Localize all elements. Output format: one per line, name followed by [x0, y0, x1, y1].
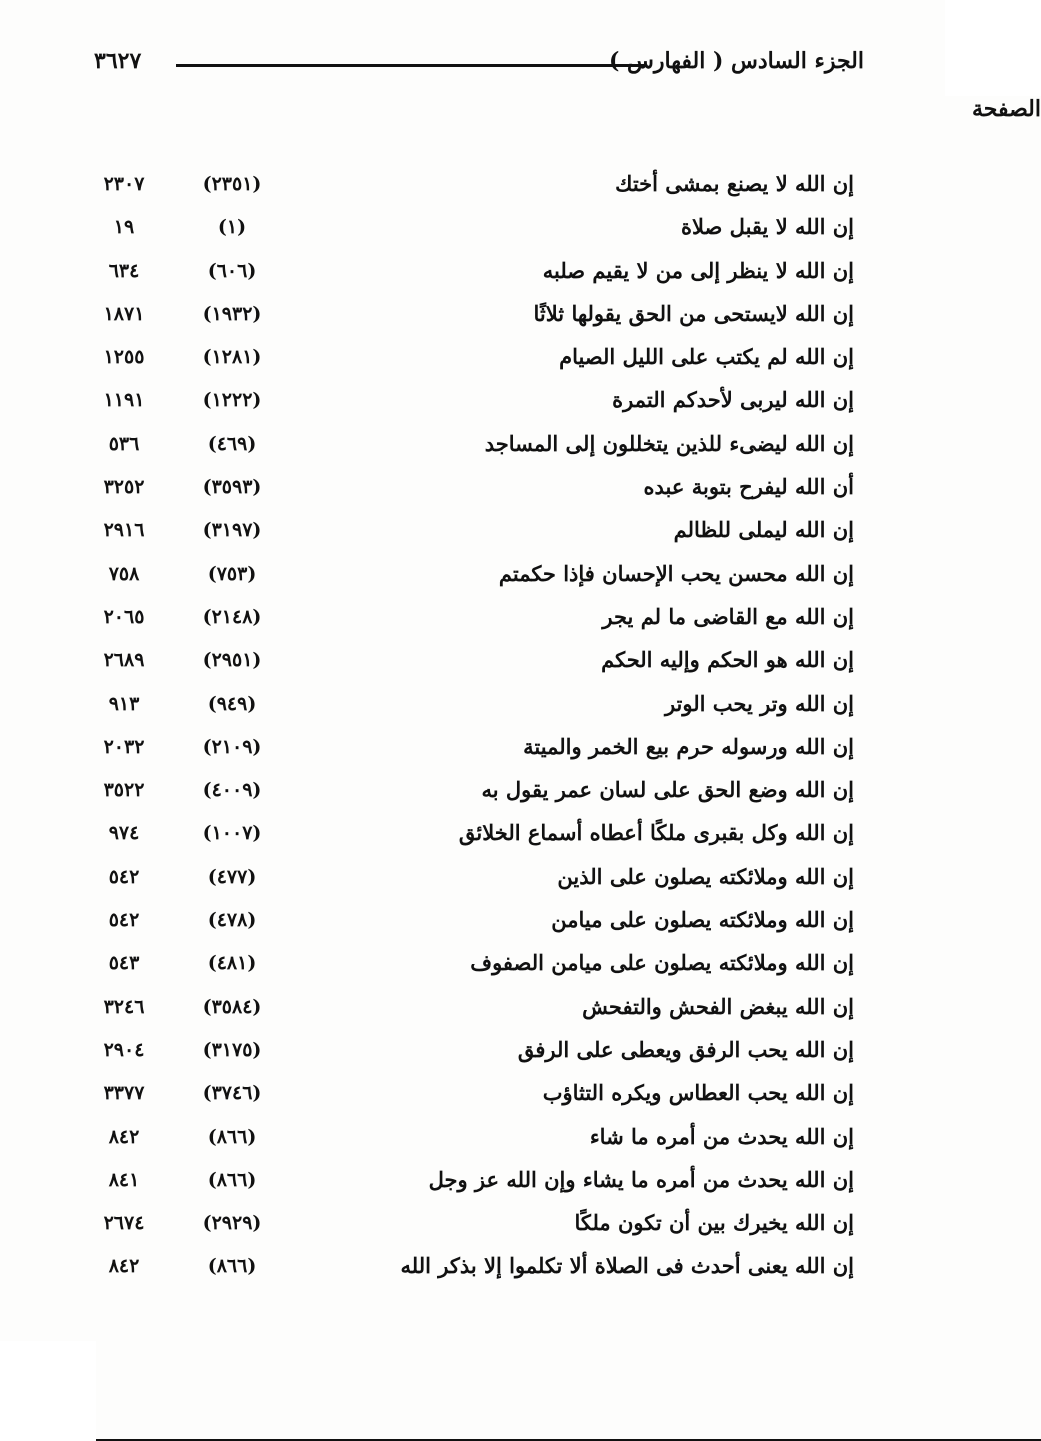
hadith-number: (٧٥٣): [207, 562, 257, 585]
running-title: الجزء السادس ( الفهارس ): [608, 48, 864, 74]
hadith-text: إن الله ورسوله حرم بيع الخمر والميتة: [523, 733, 854, 759]
header-rule: [176, 64, 644, 67]
page-reference: ٥٤٢: [108, 909, 140, 932]
hadith-text: إن الله لا يقبل صلاة: [681, 214, 854, 240]
page-reference: ٨٤٢: [108, 1255, 140, 1278]
running-header: [84, 44, 864, 80]
hadith-number: (٢٩٥١): [202, 649, 262, 672]
column-header-page: الصفحة: [96, 96, 1041, 1441]
page-reference: ٣٢٤٦: [103, 995, 145, 1018]
hadith-text: إن الله يحدث من أمره ما يشاء وإن الله عز وجل: [428, 1166, 854, 1192]
hadith-number: (٢١٤٨): [202, 605, 262, 628]
page-reference: ٣٣٧٧: [103, 1082, 145, 1105]
page-reference: ٣٢٥٢: [103, 476, 145, 499]
hadith-number: (٤٠٠٩): [202, 779, 262, 802]
index-entry: [84, 988, 864, 1031]
hadith-number: (٨٦٦): [207, 1168, 257, 1191]
page-reference: ١٢٥٥: [103, 346, 145, 369]
hadith-text: إن الله محسن يحب الإحسان فإذا حكمتم: [498, 560, 854, 586]
hadith-number: (٨٦٦): [207, 1125, 257, 1148]
index-entry: [84, 1074, 864, 1117]
page-reference: ٧٥٨: [108, 562, 140, 585]
index-entries: [84, 165, 864, 1291]
hadith-text: إن الله ليضىء للذين يتخللون إلى المساجد: [484, 430, 854, 456]
index-entry: [84, 338, 864, 381]
hadith-text: إن الله هو الحكم وإليه الحكم: [601, 647, 854, 673]
hadith-number: (٣١٧٥): [202, 1038, 262, 1061]
page-reference: ٢٦٨٩: [103, 649, 145, 672]
index-entry: [84, 468, 864, 511]
page-reference: ٣٥٢٢: [103, 779, 145, 802]
hadith-text: إن الله يحدث من أمره ما شاء: [589, 1123, 854, 1149]
page-reference: ٢٩١٦: [103, 519, 145, 542]
page-reference: ٥٤٢: [108, 865, 140, 888]
hadith-text: إن الله وضع الحق على لسان عمر يقول به: [481, 777, 854, 803]
hadith-number: (٣٧٤٦): [202, 1082, 262, 1105]
index-entry: [84, 814, 864, 857]
index-entry: [84, 1161, 864, 1204]
hadith-number: (٤٧٧): [207, 865, 257, 888]
page-reference: ٦٣٤: [108, 259, 140, 282]
hadith-text: إن الله لا يصنع بمشى أختك: [615, 171, 854, 196]
index-entry: [84, 858, 864, 901]
page-reference: ٥٣٦: [108, 432, 140, 455]
hadith-text: إن الله وتر يحب الوتر: [664, 690, 854, 716]
hadith-text: إن الله مع القاضى ما لم يجر: [602, 603, 854, 629]
hadith-number: (٨٦٦): [207, 1255, 257, 1278]
hadith-text: أن الله ليفرح بتوبة عبده: [643, 474, 854, 500]
index-entry: [84, 425, 864, 468]
index-entry: [84, 208, 864, 251]
hadith-number: (٢٣٥١): [202, 173, 262, 195]
page-reference: ٢٠٦٥: [103, 605, 145, 628]
hadith-number: (٦٠٦): [207, 259, 257, 282]
index-entry: [84, 901, 864, 944]
hadith-text: إن الله يحب الرفق ويعطى على الرفق: [517, 1036, 854, 1062]
index-entry: [84, 598, 864, 641]
hadith-text: إن الله يعنى أحدث فى الصلاة ألا تكلموا إلا بذكر الله: [400, 1253, 854, 1279]
page-reference: ٢٣٠٧: [103, 173, 145, 195]
hadith-number: (٤٧٨): [207, 909, 257, 932]
page-reference: ٨٤٢: [108, 1125, 140, 1148]
page-number: ٣٦٢٧: [94, 48, 142, 74]
hadith-number: (٣١٩٧): [202, 519, 262, 542]
page-reference: ١١٩١: [103, 389, 145, 412]
hadith-text: إن الله يحب العطاس ويكره التثاؤب: [542, 1080, 854, 1106]
column-headers: [84, 96, 1041, 136]
page-reference: ٨٤١: [108, 1168, 140, 1191]
index-entry: [84, 1031, 864, 1074]
hadith-number: (٢٩٢٩): [202, 1212, 262, 1235]
hadith-text: إن الله يخيرك بين أن تكون ملكًا: [574, 1210, 854, 1236]
hadith-number: (١٠٠٧): [202, 822, 262, 845]
index-entry: [84, 685, 864, 728]
index-entry: [84, 1118, 864, 1161]
page-reference: ٢٠٣٢: [103, 735, 145, 758]
index-entry: [84, 771, 864, 814]
hadith-text: إن الله ليربى لأحدكم التمرة: [612, 387, 854, 413]
index-entry: [84, 555, 864, 598]
index-entry: [84, 1204, 864, 1247]
hadith-number: (٤٨١): [207, 952, 257, 975]
hadith-number: (٣٥٨٤): [202, 995, 262, 1018]
page-reference: ٢٩٠٤: [103, 1038, 145, 1061]
hadith-text: إن الله وملائكته يصلون على الذين: [557, 863, 854, 889]
page-reference: ١٩: [113, 216, 135, 239]
page-reference: ١٨٧١: [103, 302, 145, 325]
page-reference: ٥٤٣: [108, 952, 140, 975]
index-entry: [84, 944, 864, 987]
hadith-number: (٤٦٩): [207, 432, 257, 455]
hadith-text: إن الله ليملى للظالم: [673, 517, 854, 543]
hadith-number: (٩٤٩): [207, 692, 257, 715]
hadith-number: (١٢٨١): [202, 346, 262, 369]
hadith-text: إن الله وكل بقبرى ملكًا أعطاه أسماع الخلائق: [458, 820, 854, 846]
hadith-number: (١): [217, 216, 247, 239]
hadith-text: إن الله لايستحى من الحق يقولها ثلاثًا: [533, 300, 854, 326]
page-reference: ٩١٣: [108, 692, 140, 715]
index-entry: [84, 381, 864, 424]
hadith-text: إن الله وملائكته يصلون على ميامن الصفوف: [470, 950, 854, 976]
hadith-text: إن الله يبغض الفحش والتفحش: [582, 993, 854, 1019]
index-entry: [84, 165, 864, 208]
page-reference: ٢٦٧٤: [103, 1212, 145, 1235]
hadith-number: (١٢٢٢): [202, 389, 262, 412]
hadith-number: (٢١٠٩): [202, 735, 262, 758]
index-entry: [84, 728, 864, 771]
index-entry: [84, 295, 864, 338]
index-entry: [84, 252, 864, 295]
hadith-text: إن الله وملائكته يصلون على ميامن: [551, 907, 854, 933]
index-entry: [84, 1247, 864, 1290]
hadith-text: إن الله لا ينظر إلى من لا يقيم صلبه: [542, 257, 854, 283]
hadith-number: (١٩٣٢): [202, 302, 262, 325]
hadith-number: (٣٥٩٣): [202, 476, 262, 499]
hadith-text: إن الله لم يكتب على الليل الصيام: [559, 344, 854, 370]
index-entry: [84, 511, 864, 554]
page-reference: ٩٧٤: [108, 822, 140, 845]
index-entry: [84, 641, 864, 684]
